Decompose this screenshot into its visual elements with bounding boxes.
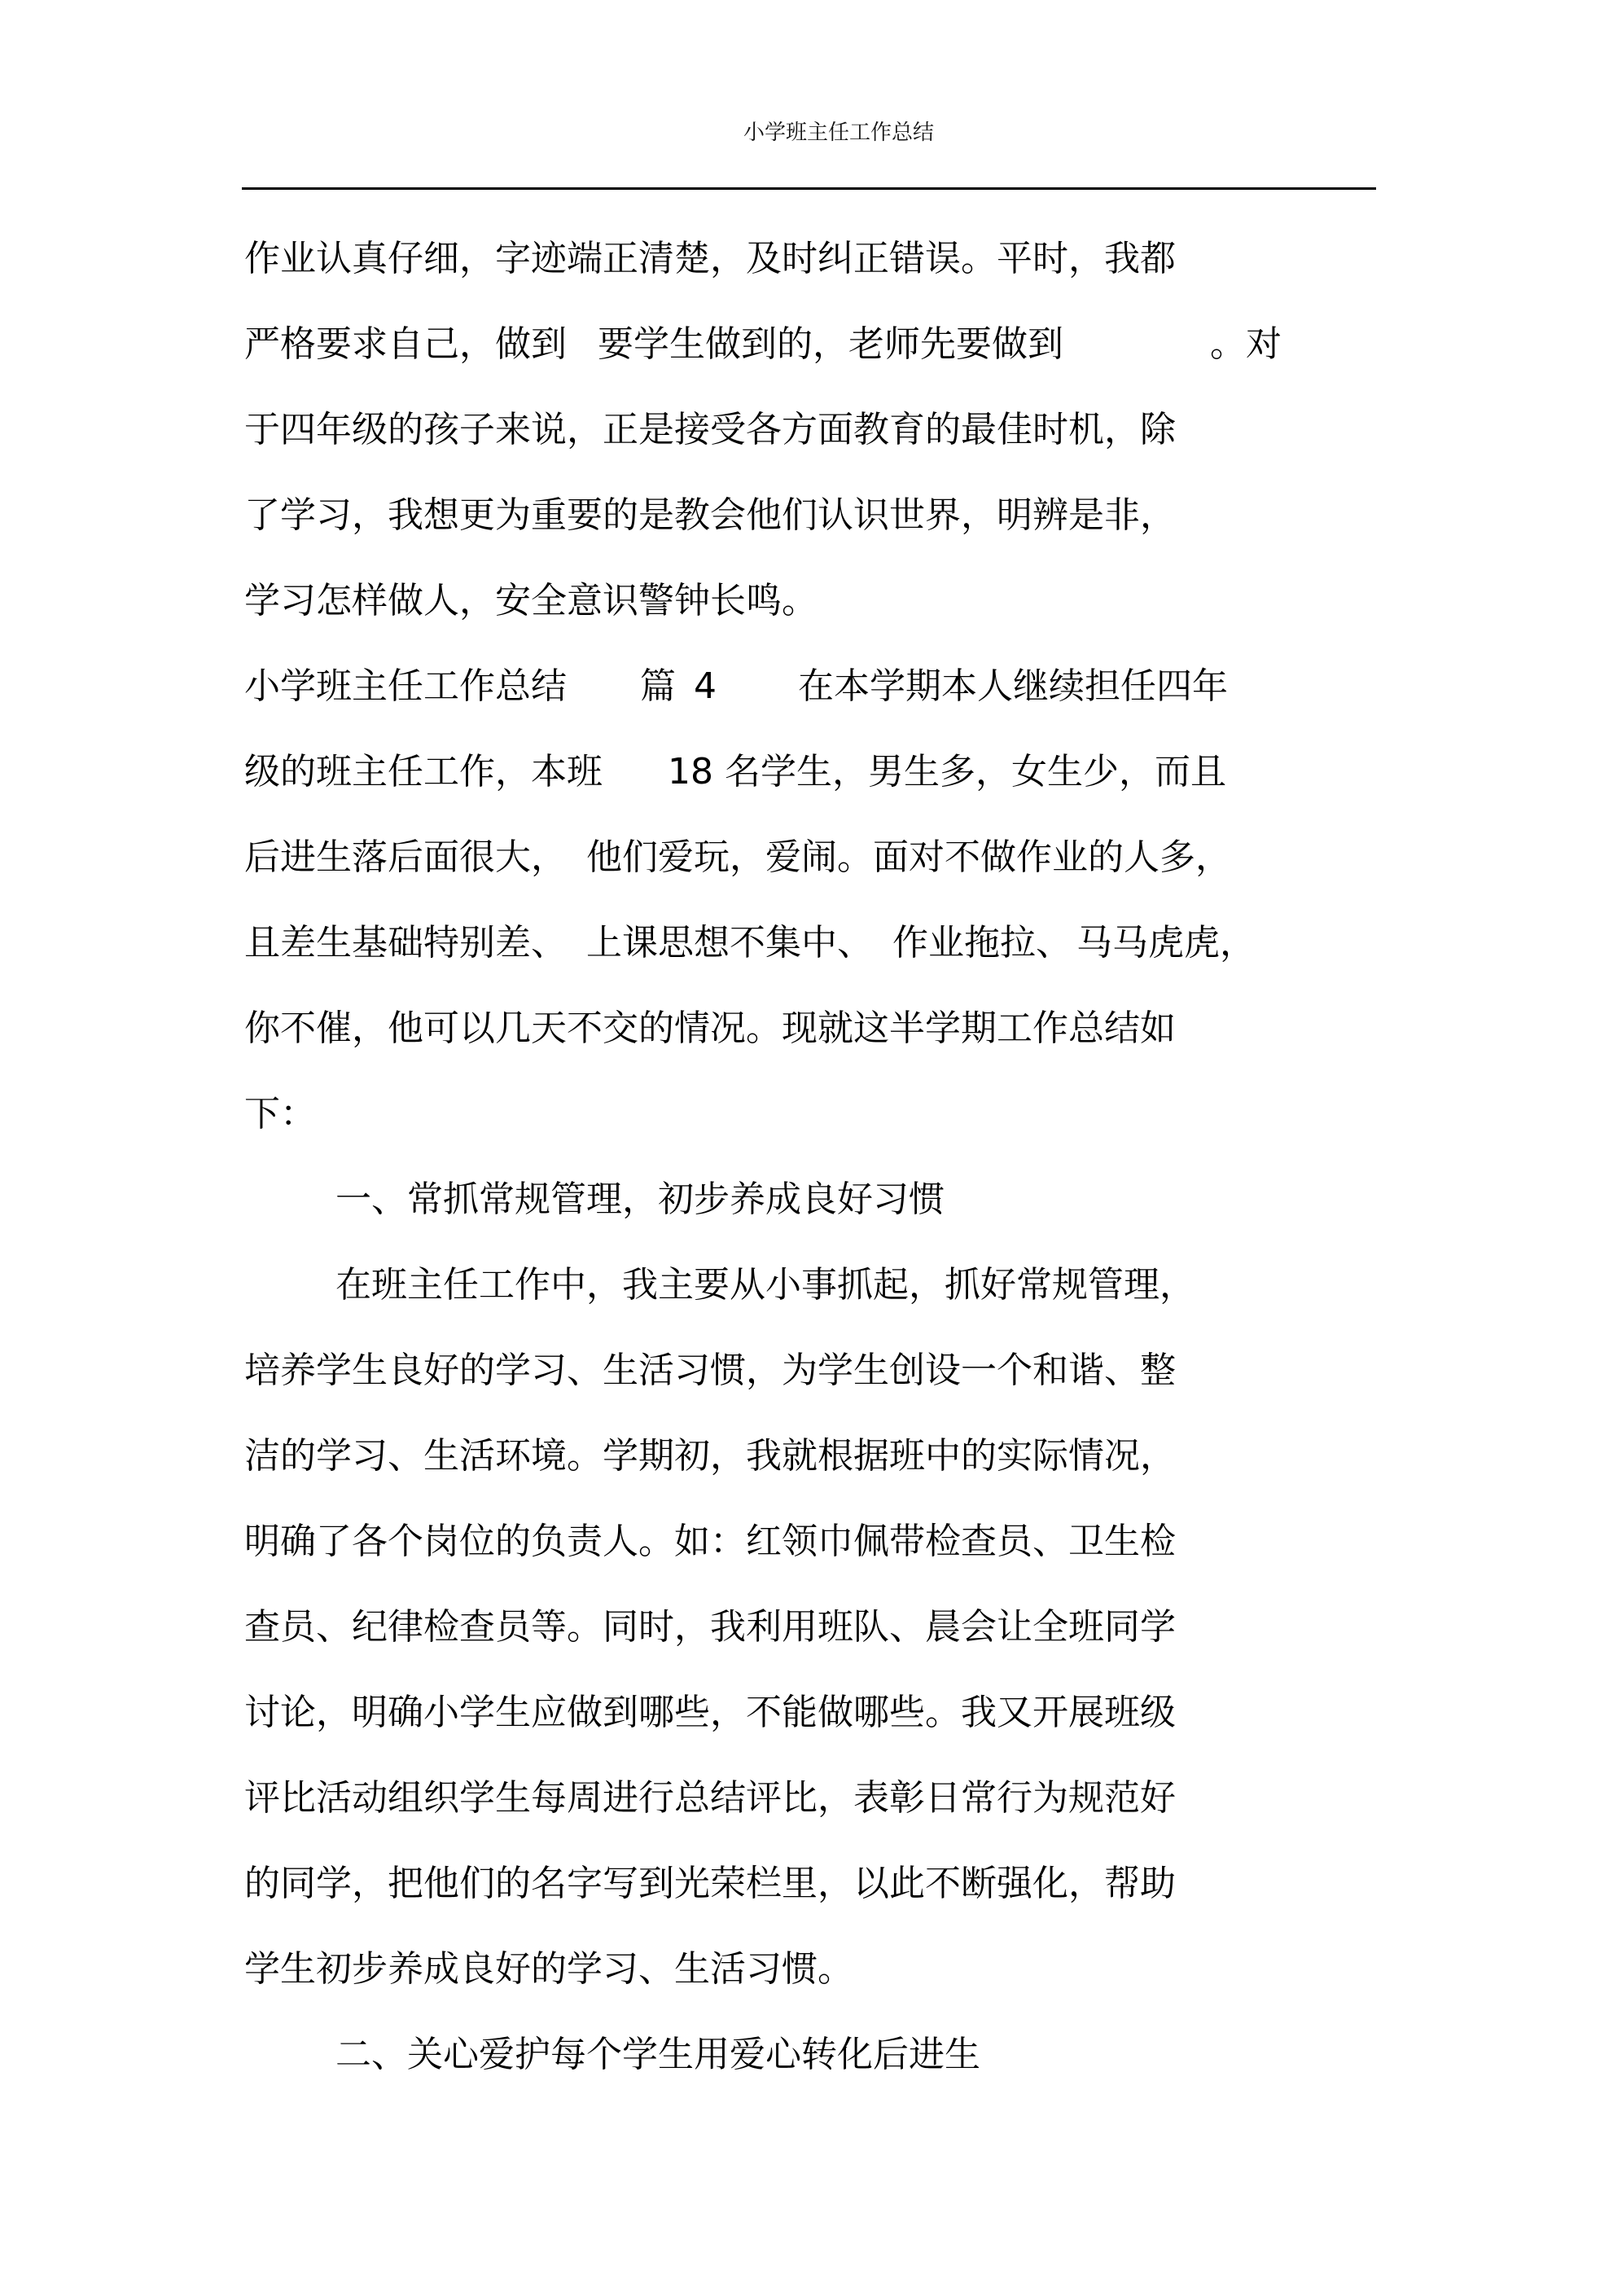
text-segment: 名学生，男生多，女生少，而且: [725, 751, 1226, 792]
text-segment: 作业拖拉、: [892, 922, 1072, 964]
text-line: [244, 835, 1231, 880]
text-line: [244, 322, 1282, 367]
text-line: [244, 749, 1226, 795]
text-segment: 18: [668, 751, 713, 792]
text-line: 培养学生良好的学习、生活习惯，为学生创设一个和谐、整: [244, 1350, 1176, 1391]
text-segment: 上课思想不集中、: [586, 922, 873, 964]
text-segment: 且差生基础特别差、: [244, 922, 567, 964]
text-line: 讨论，明确小学生应做到哪些，不能做哪些。我又开展班级: [244, 1692, 1176, 1733]
text-segment: 严格要求自己，做到: [244, 323, 567, 365]
text-line: 了学习，我想更为重要的是教会他们认识世界，明辨是非，: [244, 494, 1176, 536]
text-segment: 小学班主任工作总结: [244, 665, 567, 707]
text-segment: 在本学期本人继续担任四年: [798, 665, 1228, 707]
text-segment: 篇: [640, 665, 676, 707]
text-segment: 后进生落后面很大，: [244, 836, 567, 878]
text-line: 于四年级的孩子来说，正是接受各方面教育的最佳时机，除: [244, 409, 1176, 450]
text-line: 下：: [244, 1093, 316, 1135]
section-title-line: [244, 664, 1228, 709]
text-line: 学习怎样做人，安全意识警钟长鸣。: [244, 580, 818, 621]
text-line: 的同学，把他们的名字写到光荣栏里，以此不断强化，帮助: [244, 1863, 1176, 1904]
text-line: 明确了各个岗位的负责人。如：红领巾佩带检查员、卫生检: [244, 1521, 1176, 1562]
text-line: 评比活动组织学生每周进行总结评比，表彰日常行为规范好: [244, 1777, 1176, 1819]
section-heading-2: 二、关心爱护每个学生用爱心转化后进生: [335, 2034, 980, 2075]
section-heading-1: 一、常抓常规管理，初步养成良好习惯: [335, 1179, 945, 1220]
paragraph-first-line: 在班主任工作中，我主要从小事抓起，抓好常规管理，: [335, 1264, 1195, 1306]
text-segment: 他们爱玩，爱闹。面对不做作业的人多，: [586, 836, 1231, 878]
header-rule: [242, 187, 1376, 190]
text-line: 查员、纪律检查员等。同时，我利用班队、晨会让全班同学: [244, 1606, 1176, 1648]
text-line: 学生初步养成良好的学习、生活习惯。: [244, 1948, 853, 1990]
text-segment: 4: [694, 665, 717, 707]
text-segment: 马马虎虎，: [1076, 922, 1256, 964]
text-line: [244, 920, 1256, 966]
text-line: 作业认真仔细，字迹端正清楚，及时纠正错误。平时，我都: [244, 238, 1176, 279]
text-segment: 。对: [1210, 323, 1282, 365]
text-line: 你不催，他可以几天不交的情况。现就这半学期工作总结如: [244, 1008, 1176, 1049]
text-line: 洁的学习、生活环境。学期初，我就根据班中的实际情况，: [244, 1435, 1176, 1477]
running-header: 小学班主任工作总结: [743, 121, 934, 145]
text-segment: 要学生做到的，老师先要做到: [598, 323, 1063, 365]
text-segment: 级的班主任工作，本班: [244, 751, 603, 792]
